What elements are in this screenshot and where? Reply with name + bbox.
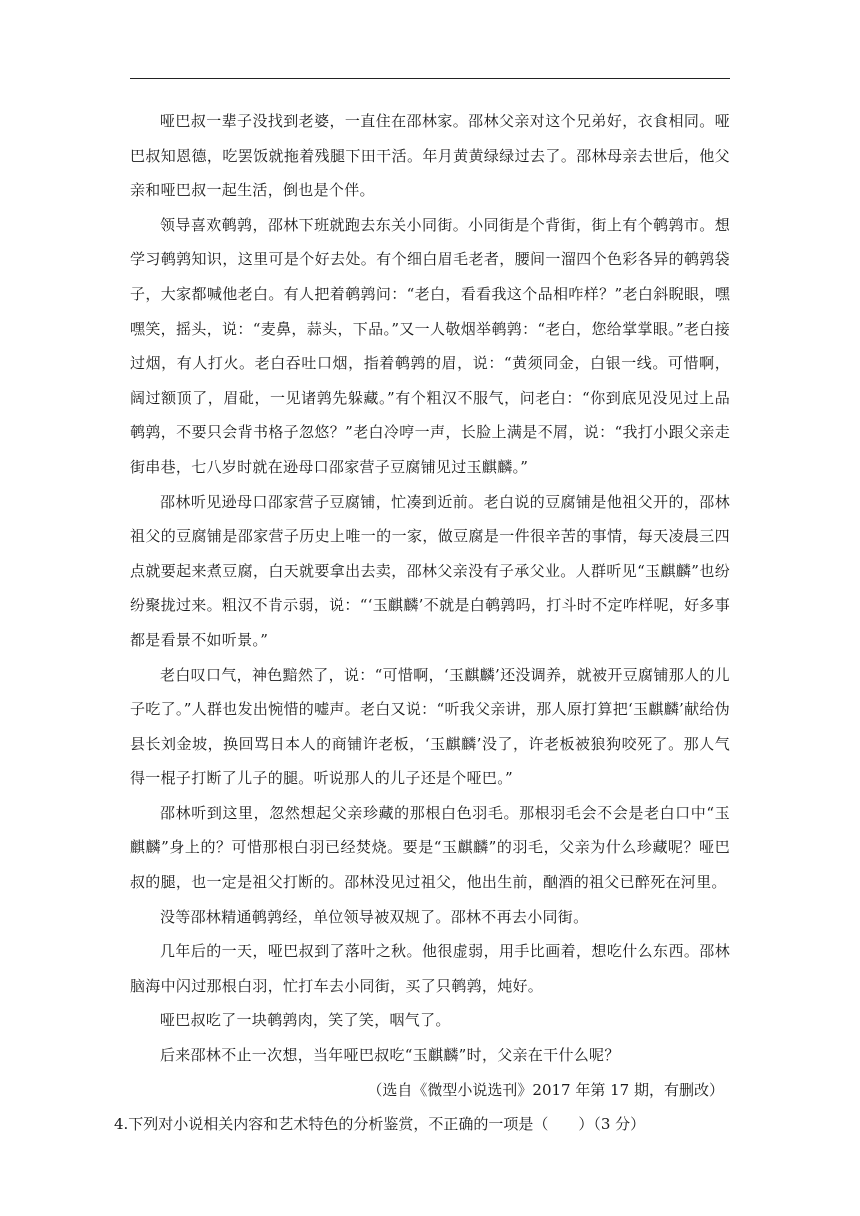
paragraph: 邵林听见逊母口邵家营子豆腐铺，忙凑到近前。老白说的豆腐铺是他祖父开的，邵林祖父的豆腐铺是邵家营子历史上唯一的一家，做豆腐是一件很辛苦的事情，每天凌晨三四点就要起来煮豆腐，白天就要拿出去卖，邵林父亲没有子承父业。人群听见“玉麒麟”也纷纷聚拢过来。粗汉不肯示弱，说：“‘玉麒麟’不就是白鹌鹑吗，打斗时不定咋样呢，好多事都是看景不如听景。” [130,492,730,649]
paragraph: 哑巴叔吃了一块鹌鹑肉，笑了笑，咽气了。 [160,1011,451,1030]
question-4: 4.下列对小说相关内容和艺术特色的分析鉴赏，不正确的一项是（ ）（3 分） [114,1115,646,1134]
source-citation: （选自《微型小说选刊》2017 年第 17 期，有删改） [367,1080,724,1099]
paragraph: 老白叹口气，神色黯然了，说：“可惜啊，‘玉麒麟’还没调养，就被开豆腐铺那人的儿子吃了。”人群也发出惋惜的嘘声。老白又说：“听我父亲讲，那人原打算把‘玉麒麟’献给伪县长刘金坡，换回骂日本人的商铺许老板，‘玉麒麟’没了，许老板被狼狗咬死了。那人气得一棍子打断了儿子的腿。听说那人的儿子还是个哑巴。” [130,665,730,788]
paragraph: 领导喜欢鹌鹑，邵林下班就跑去东关小同街。小同街是个背街，街上有个鹌鹑市。想学习鹌鹑知识，这里可是个好去处。有个细白眉毛老者，腰间一溜四个色彩各异的鹌鹑袋子，大家都喊他老白。有人把着鹌鹑问：“老白，看看我这个品相咋样？”老白斜睨眼，嘿嘿笑，摇头，说：“麦鼻，蒜头，下品。”又一人敬烟举鹌鹑：“老白，您给掌掌眼。”老白接过烟，有人打火。老白吞吐口烟，指着鹌鹑的眉，说：“黄须同金，白银一线。可惜啊，阔过额顶了，眉砒，一见诸鹑先躲藏。”有个粗汉不服气，问老白：“你到底见没见过上品鹌鹑，不要只会背书格子忽悠？”老白冷哼一声，长脸上满是不屑，说：“我打小跟父亲走街串巷，七八岁时就在逊母口邵家营子豆腐铺见过玉麒麟。” [130,215,730,476]
paragraph: 没等邵林精通鹌鹑经，单位领导被双规了。邵林不再去小同街。 [160,907,589,926]
header-rule [130,78,730,79]
paragraph: 几年后的一天，哑巴叔到了落叶之秋。他很虚弱，用手比画着，想吃什么东西。邵林脑海中闪过那根白羽，忙打车去小同街，买了只鹌鹑，炖好。 [130,942,730,995]
paragraph: 后来邵林不止一次想，当年哑巴叔吃“玉麒麟”时，父亲在干什么呢？ [160,1046,620,1065]
paragraph: 哑巴叔一辈子没找到老婆，一直住在邵林家。邵林父亲对这个兄弟好，衣食相同。哑巴叔知恩德，吃罢饭就拖着残腿下田干活。年月黄黄绿绿过去了。邵林母亲去世后，他父亲和哑巴叔一起生活，倒也是个伴。 [130,112,730,200]
document-body [114,104,730,1142]
paragraph: 邵林听到这里，忽然想起父亲珍藏的那根白色羽毛。那根羽毛会不会是老白口中“玉麒麟”身上的？可惜那根白羽已经焚烧。要是“玉麒麟”的羽毛，父亲为什么珍藏呢？哑巴叔的腿，也一定是祖父打断的。邵林没见过祖父，他出生前，酗酒的祖父已醉死在河里。 [130,803,730,892]
